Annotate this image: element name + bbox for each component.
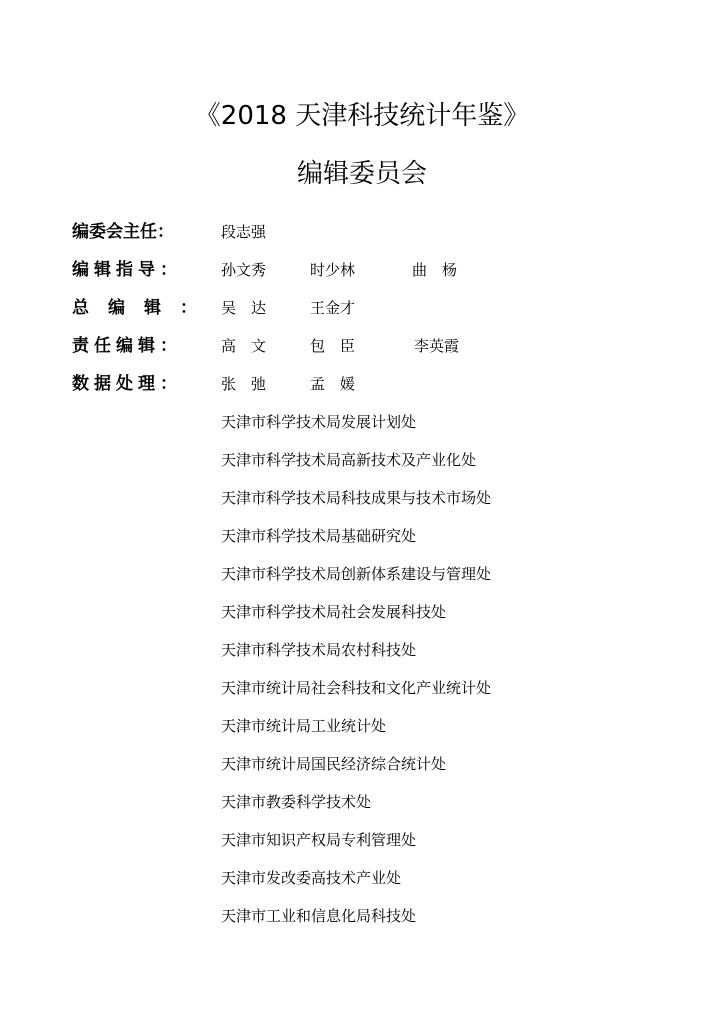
role-label-editorial-guidance: 编辑指导： [72, 260, 182, 280]
member-name: 曲 杨 [412, 261, 458, 279]
member-name: 高 文 [221, 337, 267, 355]
member-name: 李英霞 [414, 337, 460, 355]
department-item: 天津市统计局工业统计处 [221, 717, 387, 735]
yearbook-title: 《2018 天津科技统计年鉴》 [194, 101, 530, 131]
department-item: 天津市科学技术局高新技术及产业化处 [221, 451, 477, 469]
department-item: 天津市科学技术局社会发展科技处 [221, 603, 447, 621]
role-label-data-processing: 数据处理： [72, 374, 182, 394]
department-item: 天津市教委科学技术处 [221, 793, 372, 811]
member-name: 孟 媛 [310, 375, 356, 393]
role-label-director: 编委会主任： [72, 222, 174, 242]
member-name: 王金才 [310, 299, 356, 317]
department-item: 天津市发改委高技术产业处 [221, 869, 402, 887]
department-item: 天津市科学技术局科技成果与技术市场处 [221, 489, 492, 507]
department-item: 天津市统计局社会科技和文化产业统计处 [221, 679, 492, 697]
role-label-chief-editor: 总编辑： [72, 298, 216, 318]
member-name: 时少林 [310, 261, 356, 279]
department-item: 天津市统计局国民经济综合统计处 [221, 755, 447, 773]
department-item: 天津市知识产权局专利管理处 [221, 831, 417, 849]
role-label-responsible-editor: 责任编辑： [72, 336, 182, 356]
department-item: 天津市科学技术局基础研究处 [221, 527, 417, 545]
member-name: 吴 达 [221, 299, 267, 317]
member-name: 段志强 [221, 223, 267, 241]
department-item: 天津市科学技术局农村科技处 [221, 641, 417, 659]
department-item: 天津市科学技术局发展计划处 [221, 413, 417, 431]
department-item: 天津市工业和信息化局科技处 [221, 907, 417, 925]
member-name: 包 臣 [310, 337, 356, 355]
member-name: 张 弛 [221, 375, 267, 393]
committee-heading: 编辑委员会 [296, 159, 427, 189]
member-name: 孙文秀 [221, 261, 267, 279]
department-item: 天津市科学技术局创新体系建设与管理处 [221, 565, 492, 583]
